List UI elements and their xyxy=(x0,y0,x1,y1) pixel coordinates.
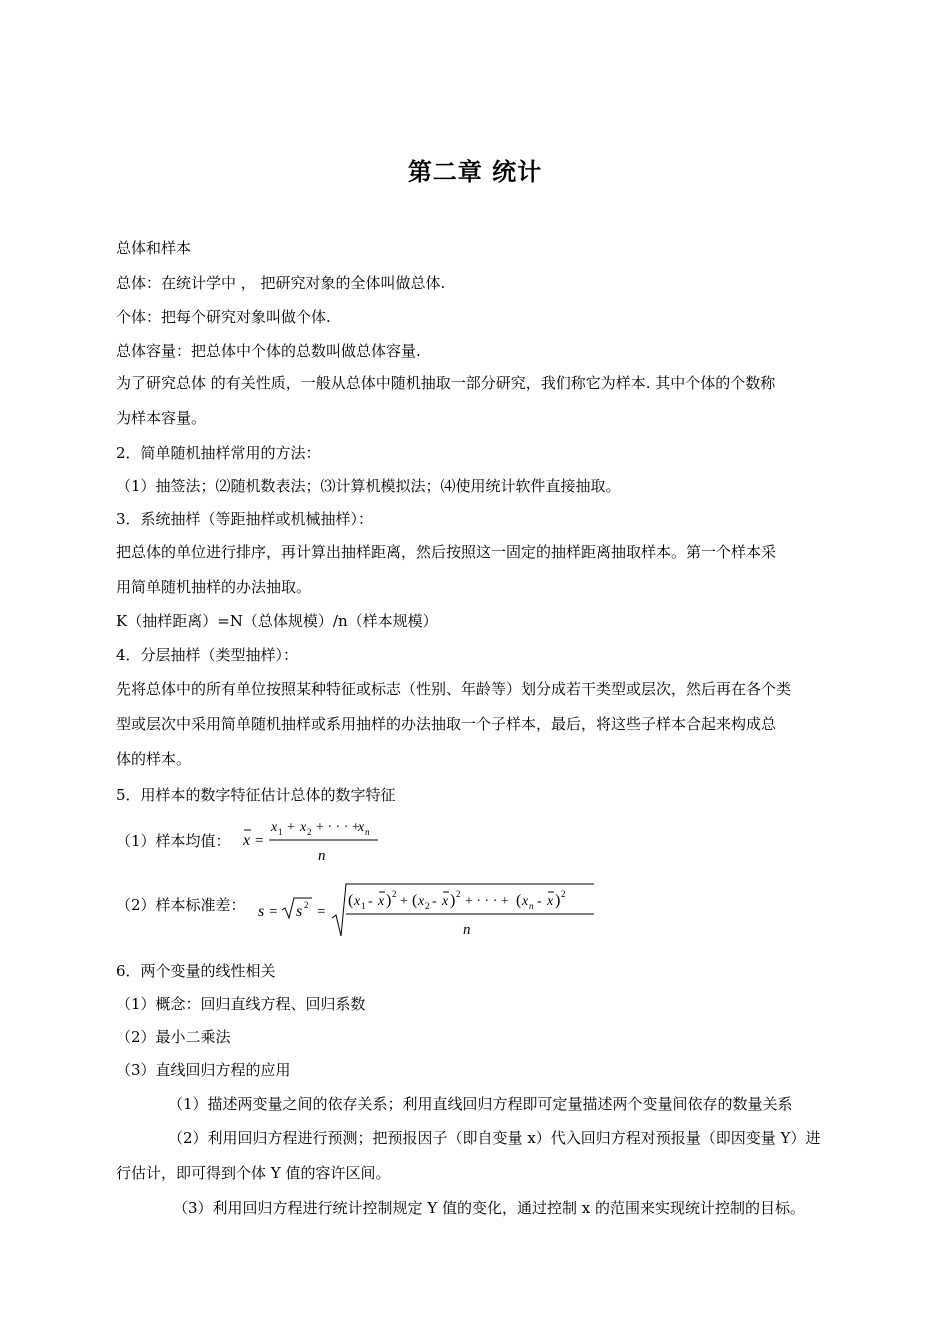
svg-text:(: ( xyxy=(516,892,522,909)
concept-line: （1）概念：回归直线方程、回归系数 xyxy=(116,995,366,1013)
svg-text:): ) xyxy=(386,892,392,909)
svg-text:2: 2 xyxy=(307,827,312,837)
svg-text:n: n xyxy=(463,922,471,938)
application-3: （3）利用回归方程进行统计控制规定 Y 值的变化，通过控制 x 的范围来实现统计控制的目标。 xyxy=(173,1199,805,1217)
svg-text:n: n xyxy=(318,848,326,864)
svg-text:=: = xyxy=(269,904,278,920)
svg-text:(: ( xyxy=(348,892,354,909)
sample-mean-label: （1）样本均值： xyxy=(116,832,231,850)
sampling-interval-formula: K（抽样距离）=N（总体规模）/n（样本规模） xyxy=(116,612,438,630)
stratified-desc: 先将总体中的所有单位按照某种特征或标志（性别、年龄等）划分成若干类型或层次，然后再在各个类 xyxy=(116,680,792,698)
svg-text:-: - xyxy=(537,894,542,909)
definition-sample: 为了研究总体 的有关性质，一般从总体中随机抽取一部分研究，我们称它为样本. 其中个体的个数称 xyxy=(116,374,776,392)
heading-simple-random-sampling: 2．简单随机抽样常用的方法： xyxy=(116,444,321,462)
svg-text:x: x xyxy=(418,894,425,909)
heading-systematic-sampling: 3．系统抽样（等距抽样或机械抽样）： xyxy=(116,510,374,528)
svg-text:+ · · · +: + · · · + xyxy=(316,820,360,835)
svg-text:2: 2 xyxy=(392,889,397,899)
svg-text:2: 2 xyxy=(304,900,309,910)
definition-sample-cont: 为样本容量。 xyxy=(116,409,207,427)
svg-text:-: - xyxy=(368,894,373,909)
svg-text:x: x xyxy=(358,820,365,835)
page-title: 第二章 统计 xyxy=(407,157,543,186)
svg-text:+: + xyxy=(287,820,295,835)
svg-text:2: 2 xyxy=(425,901,430,911)
svg-text:x: x xyxy=(378,894,385,909)
svg-text:): ) xyxy=(555,892,561,909)
svg-text:n: n xyxy=(529,901,534,911)
heading-linear-correlation: 6．两个变量的线性相关 xyxy=(116,962,276,980)
svg-text:x: x xyxy=(300,820,307,835)
svg-text:x: x xyxy=(547,894,554,909)
stratified-desc-end: 体的样本。 xyxy=(116,750,192,768)
stratified-desc-cont: 型或层次中采用简单随机抽样或系用抽样的办法抽取一个子样本，最后，将这些子样本合起来构成总 xyxy=(116,715,777,733)
svg-text:=: = xyxy=(317,904,326,920)
heading-population-sample: 总体和样本 xyxy=(116,239,192,257)
heading-numerical-features: 5．用样本的数字特征估计总体的数字特征 xyxy=(116,786,396,804)
sampling-methods: （1）抽签法；⑵随机数表法；⑶计算机模拟法；⑷使用统计软件直接抽取。 xyxy=(116,477,621,495)
svg-text:s: s xyxy=(296,903,303,920)
definition-population: 总体：在统计学中 ， 把研究对象的全体叫做总体. xyxy=(116,274,446,292)
svg-text:2: 2 xyxy=(561,889,566,899)
svg-text:2: 2 xyxy=(456,889,461,899)
svg-text:(: ( xyxy=(412,892,418,909)
heading-stratified-sampling: 4．分层抽样（类型抽样）： xyxy=(116,646,299,664)
svg-text:=: = xyxy=(255,833,264,849)
svg-text:-: - xyxy=(432,894,437,909)
svg-text:x: x xyxy=(522,894,529,909)
systematic-desc-cont: 用简单随机抽样的办法抽取。 xyxy=(116,578,312,596)
svg-text:): ) xyxy=(450,892,456,909)
svg-text:n: n xyxy=(365,827,370,837)
svg-text:x: x xyxy=(442,894,449,909)
svg-text:x: x xyxy=(354,894,361,909)
regression-application-heading: （3）直线回归方程的应用 xyxy=(116,1061,291,1079)
sample-std-label: （2）样本标准差： xyxy=(116,896,246,914)
svg-text:s: s xyxy=(258,903,265,920)
svg-text:x: x xyxy=(243,832,251,849)
application-2: （2）利用回归方程进行预测；把预报因子（即自变量 x）代入回归方程对预报量（即因变量 Y）进 xyxy=(168,1129,821,1147)
definition-population-size: 总体容量：把总体中个体的总数叫做总体容量. xyxy=(116,342,421,360)
svg-text:x: x xyxy=(271,820,278,835)
svg-text:+: + xyxy=(400,894,408,909)
definition-individual: 个体：把每个研究对象叫做个体. xyxy=(116,308,331,326)
svg-text:1: 1 xyxy=(361,901,366,911)
application-2-cont: 行估计，即可得到个体 Y 值的容许区间。 xyxy=(116,1164,391,1182)
svg-text:1: 1 xyxy=(278,827,283,837)
sample-std-formula xyxy=(254,878,599,944)
svg-text:+ · · · +: + · · · + xyxy=(465,894,509,909)
application-1: （1）描述两变量之间的依存关系；利用直线回归方程即可定量描述两个变量间依存的数量关系 xyxy=(168,1095,793,1113)
sample-mean-formula xyxy=(238,812,388,868)
least-squares-line: （2）最小二乘法 xyxy=(116,1028,231,1046)
systematic-desc: 把总体的单位进行排序，再计算出抽样距离，然后按照这一固定的抽样距离抽取样本。第一个样本采 xyxy=(116,543,777,561)
